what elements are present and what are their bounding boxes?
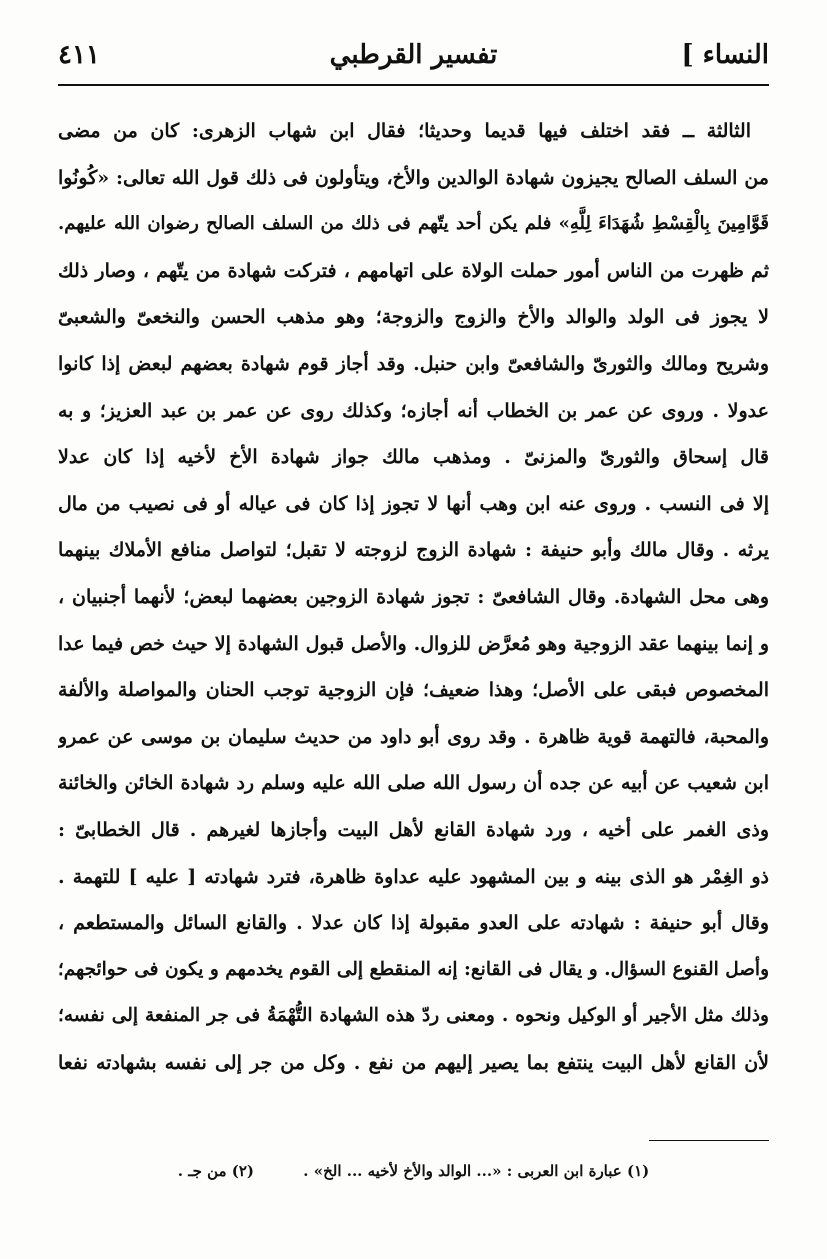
footnote-rule <box>649 1140 769 1141</box>
page-number: ٤١١ <box>58 40 100 70</box>
footnotes <box>58 1162 769 1180</box>
text-line: ثم ظهرت من الناس أمور حملت الولاة على اتهامهم ، فتركت شهادة من يتّهم ، وصار ذلك <box>58 259 769 282</box>
footnote-2: (٢) من جـ . <box>177 1162 255 1180</box>
text-line: لا يجوز فى الولد والوالد والأخ والزوج والزوجة؛ وهو مذهب الحسن والنخعىّ والشعبىّ <box>58 306 769 329</box>
text-line: عدولا . وروى عن عمر بن الخطاب أنه أجازه؛ وكذلك روى عن عمر بن عبد العزيز؛ و به <box>58 399 769 422</box>
text-line: قال إسحاق والثورىّ والمزنىّ . ومذهب مالك جواز شهادة الأخ لأخيه إذا كان عدلا <box>58 446 769 469</box>
text-line: وهى محل الشهادة. وقال الشافعىّ : تجوز شهادة الزوجين بعضهما لبعض؛ لأنهما أجنبيان ، <box>58 585 769 608</box>
text-line: المخصوص فبقى على الأصل؛ وهذا ضعيف؛ فإن الزوجية توجب الحنان والمواصلة والألفة <box>58 679 769 702</box>
header-rule <box>58 84 769 86</box>
text-line: وذى الغمر على أخيه ، ورد شهادة القانع لأهل البيت وأجازها لغيرهم . قال الخطابىّ : <box>58 818 769 841</box>
text-line: وذلك مثل الأجير أو الوكيل ونحوه . ومعنى ردّ هذه الشهادة التُّهْمَةُ فى جر المنفعة إلى نفسه؛ <box>58 1005 769 1027</box>
text-line: لأن القانع لأهل البيت ينتفع بما يصير إليهم من نفع . وكل من جر إلى نفسه بشهادته نفعا <box>58 1051 769 1074</box>
footnote-1: (١) عبارة ابن العربى : «... الوالد والأخ لأخيه ... الخ» . <box>303 1162 650 1180</box>
text-line: الثالثة ــ فقد اختلف فيها قديما وحديثا؛ فقال ابن شهاب الزهرى: كان من مضى <box>58 120 751 142</box>
text-line: من السلف الصالح يجيزون شهادة الوالدين والأخ، ويتأولون فى ذلك قول الله تعالى: «كُونُوا <box>58 166 769 189</box>
text-line: والمحبة، فالتهمة قوية ظاهرة . وقد روى أبو داود من حديث سليمان بن موسى عن عمرو <box>58 725 769 748</box>
text-line: قَوَّامِينَ بِالْقِسْطِ شُهَدَاءَ لِلَّهِ» فلم يكن أحد يتّهم فى ذلك من السلف الصالح رضوان الله عليهم. <box>58 213 769 235</box>
text-line: و إنما بينهما عقد الزوجية وهو مُعرَّض للزوال. والأصل قبول الشهادة إلا حيث خص فيما عدا <box>58 632 769 655</box>
text-line: يرثه . وقال مالك وأبو حنيفة : شهادة الزوج لزوجته لا تقبل؛ لتواصل منافع الأملاك بينهما <box>58 539 769 562</box>
page-header <box>58 36 769 84</box>
text-line: وقال أبو حنيفة : شهادته على العدو مقبولة إذا كان عدلا . والقانع السائل والمستطعم ، <box>58 912 769 935</box>
text-line: ابن شعيب عن أبيه عن جده أن رسول الله صلى الله عليه وسلم رد شهادة الخائن والخائنة <box>58 772 769 795</box>
text-line: إلا فى النسب . وروى عنه ابن وهب أنها لا تجوز إذا كان فى عياله أو فى نصيب من مال <box>58 492 769 515</box>
text-line: ذو الغِمْر هو الذى بينه و بين المشهود عليه عداوة ظاهرة، فترد شهادته [ عليه ] للتهمة . <box>58 865 769 888</box>
running-title: النساء ] <box>681 40 769 70</box>
body-text <box>58 108 769 1086</box>
text-line: وشريح ومالك والثورىّ والشافعىّ وابن حنبل. وقد أجاز قوم شهادة بعضهم لبعض إذا كانوا <box>58 352 769 375</box>
book-title: تفسير القرطبي <box>329 40 498 70</box>
text-line: وأصل القنوع السؤال. و يقال فى القانع: إنه المنقطع إلى القوم يخدمهم و يكون فى حوائجهم؛ <box>58 958 769 980</box>
